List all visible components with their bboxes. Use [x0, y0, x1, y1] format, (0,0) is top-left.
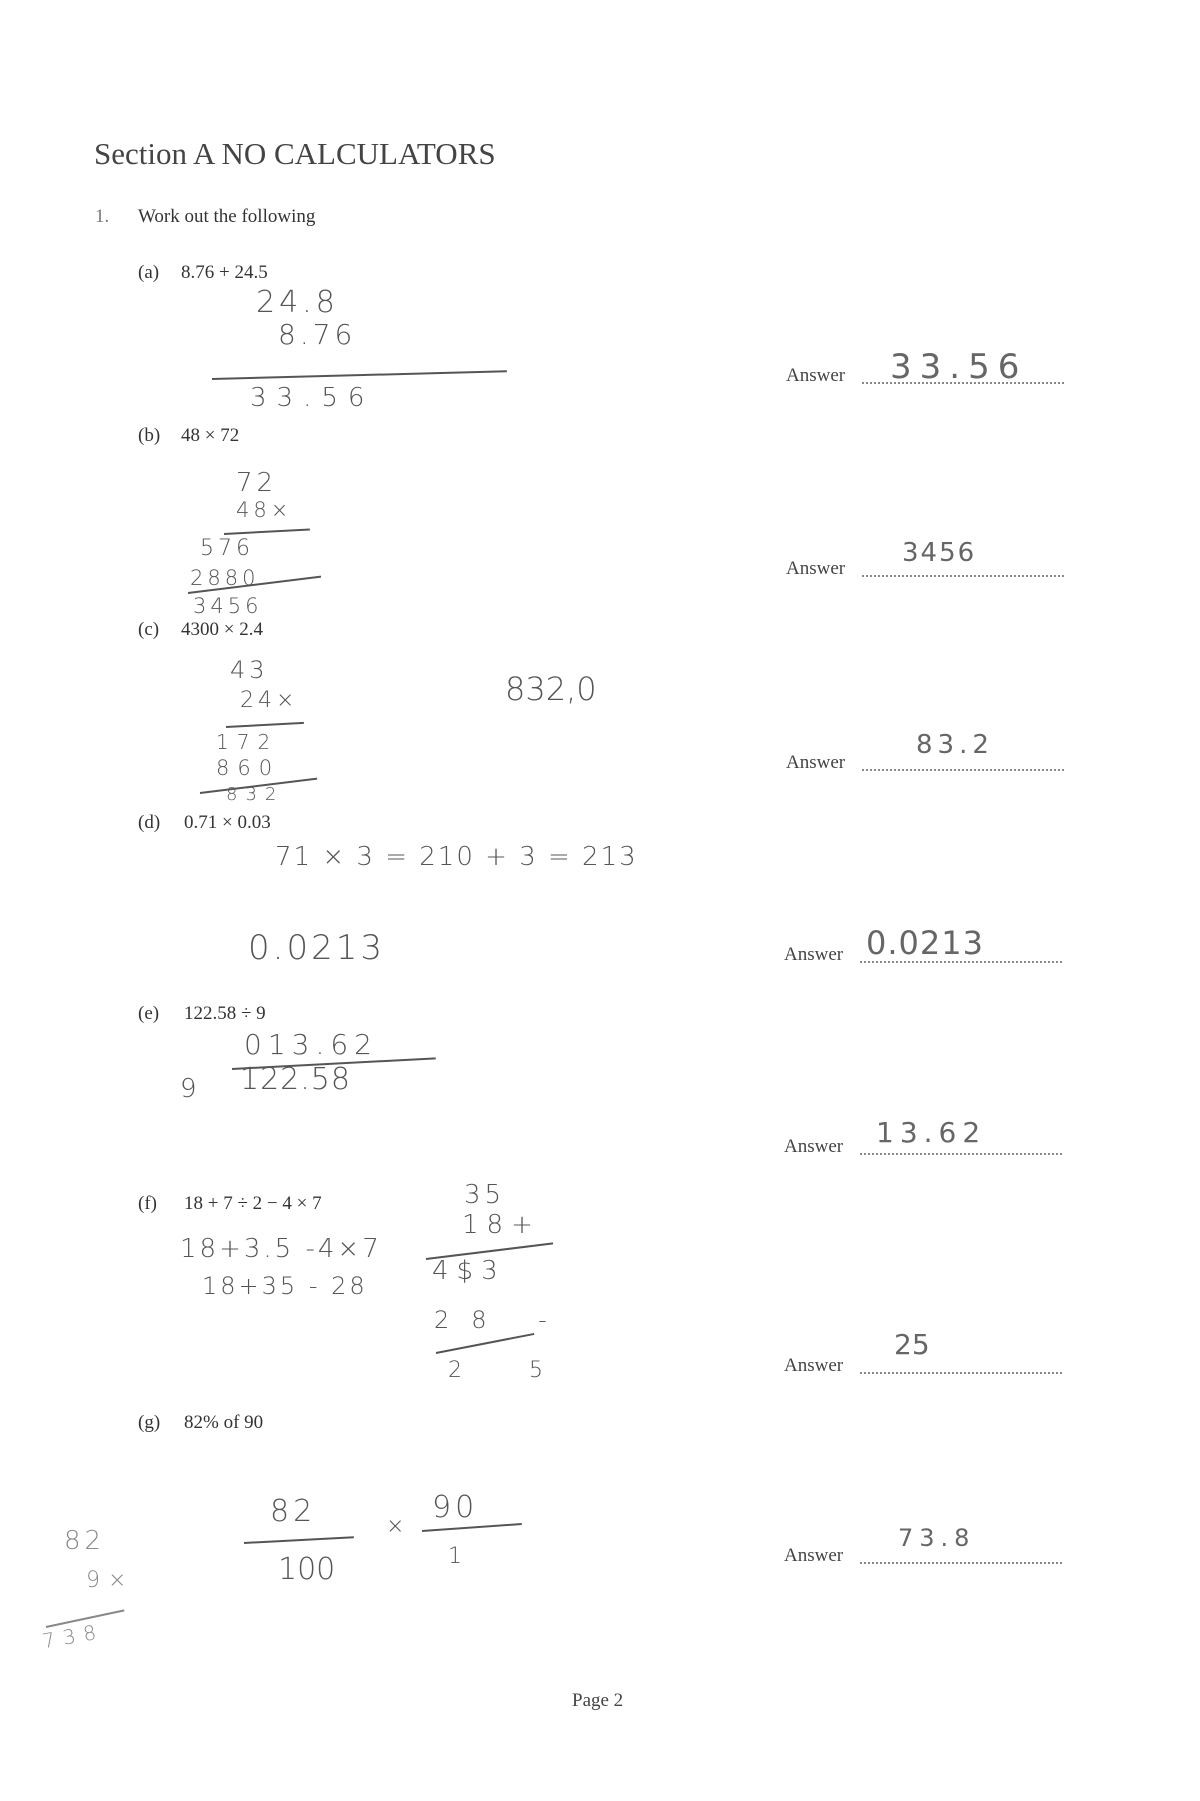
- working-line: 4$3: [432, 1256, 506, 1286]
- answer-line: [860, 1372, 1062, 1374]
- working-line: 18+3.5 -4×7: [180, 1234, 382, 1264]
- part-g-label: (g): [138, 1412, 161, 1433]
- working-line: 90: [432, 1490, 479, 1525]
- underline: [224, 529, 310, 535]
- part-f-expression: 18 + 7 ÷ 2 − 4 × 7: [184, 1193, 322, 1214]
- answer-label: Answer: [784, 1355, 844, 1376]
- working-line: 82: [64, 1526, 106, 1556]
- fraction-bar: [244, 1536, 354, 1544]
- part-d-expression: 0.71 × 0.03: [184, 812, 271, 833]
- working-line: 71 × 3 = 210 + 3 = 213: [275, 842, 638, 872]
- part-a-label: (a): [138, 262, 160, 283]
- part-b-label: (b): [138, 425, 161, 446]
- part-c-label: (c): [138, 619, 160, 640]
- working-line: 832,0: [505, 670, 597, 708]
- answer-value: 0.0213: [866, 924, 984, 962]
- part-b-expression: 48 × 72: [181, 425, 240, 446]
- working-line: 33.56: [250, 383, 375, 413]
- working-line: 2 5: [448, 1358, 573, 1383]
- working-line: 9: [180, 1074, 201, 1104]
- answer-value: 73.8: [898, 1524, 976, 1552]
- part-f-label: (f): [138, 1193, 157, 1214]
- answer-label: Answer: [786, 752, 846, 773]
- working-line: 28 -: [434, 1306, 569, 1334]
- working-line: 3456: [193, 594, 263, 618]
- working-line: 832: [226, 784, 285, 805]
- working-line: 24.8: [256, 285, 339, 320]
- working-line: 100: [278, 1552, 336, 1587]
- working-line: 82: [270, 1494, 317, 1529]
- working-line: 9×: [86, 1568, 135, 1593]
- working-line: 2880: [190, 566, 260, 590]
- question-number: 1.: [95, 206, 110, 227]
- answer-value: 25: [894, 1328, 930, 1361]
- answer-label: Answer: [784, 1136, 844, 1157]
- answer-value: 3456: [902, 538, 977, 568]
- underline: [436, 1333, 535, 1354]
- working-line: 738: [40, 1618, 106, 1654]
- part-d-label: (d): [138, 812, 161, 833]
- part-e-label: (e): [138, 1003, 160, 1024]
- underline: [212, 370, 507, 380]
- working-line: 013.62: [244, 1028, 378, 1061]
- answer-value: 33.56: [890, 347, 1028, 387]
- working-line: 18+35 - 28: [202, 1272, 368, 1300]
- answer-label: Answer: [786, 365, 846, 386]
- working-line: 8.76: [278, 318, 357, 351]
- working-line: 0.0213: [248, 928, 385, 968]
- instruction: Work out the following: [138, 206, 316, 227]
- answer-line: [862, 575, 1064, 577]
- answer-label: Answer: [784, 1545, 844, 1566]
- part-a-expression: 8.76 + 24.5: [181, 262, 268, 283]
- working-line: 576: [200, 536, 254, 561]
- answer-line: [862, 769, 1064, 771]
- working-line: 18+: [462, 1210, 541, 1240]
- answer-value: 13.62: [876, 1116, 987, 1149]
- working-line: 172: [216, 730, 279, 754]
- working-line: 122.58: [240, 1062, 351, 1097]
- working-line: ×: [386, 1514, 409, 1539]
- working-line: 35: [464, 1180, 506, 1210]
- working-line: 72: [236, 468, 278, 498]
- part-c-expression: 4300 × 2.4: [181, 619, 263, 640]
- part-g-expression: 82% of 90: [184, 1412, 264, 1433]
- working-line: 24×: [240, 688, 299, 713]
- part-e-expression: 122.58 ÷ 9: [184, 1003, 266, 1024]
- answer-line: [860, 1153, 1062, 1155]
- answer-line: [860, 1562, 1062, 1564]
- page-number: Page 2: [572, 1690, 624, 1711]
- working-line: 860: [216, 756, 281, 780]
- section-title: Section A NO CALCULATORS: [94, 136, 496, 171]
- answer-label: Answer: [786, 558, 846, 579]
- answer-value: 83.2: [916, 730, 994, 760]
- answer-label: Answer: [784, 944, 844, 965]
- working-line: 43: [230, 656, 269, 684]
- underline: [226, 722, 304, 728]
- working-line: 48×: [236, 498, 293, 522]
- working-line: 1: [448, 1544, 466, 1569]
